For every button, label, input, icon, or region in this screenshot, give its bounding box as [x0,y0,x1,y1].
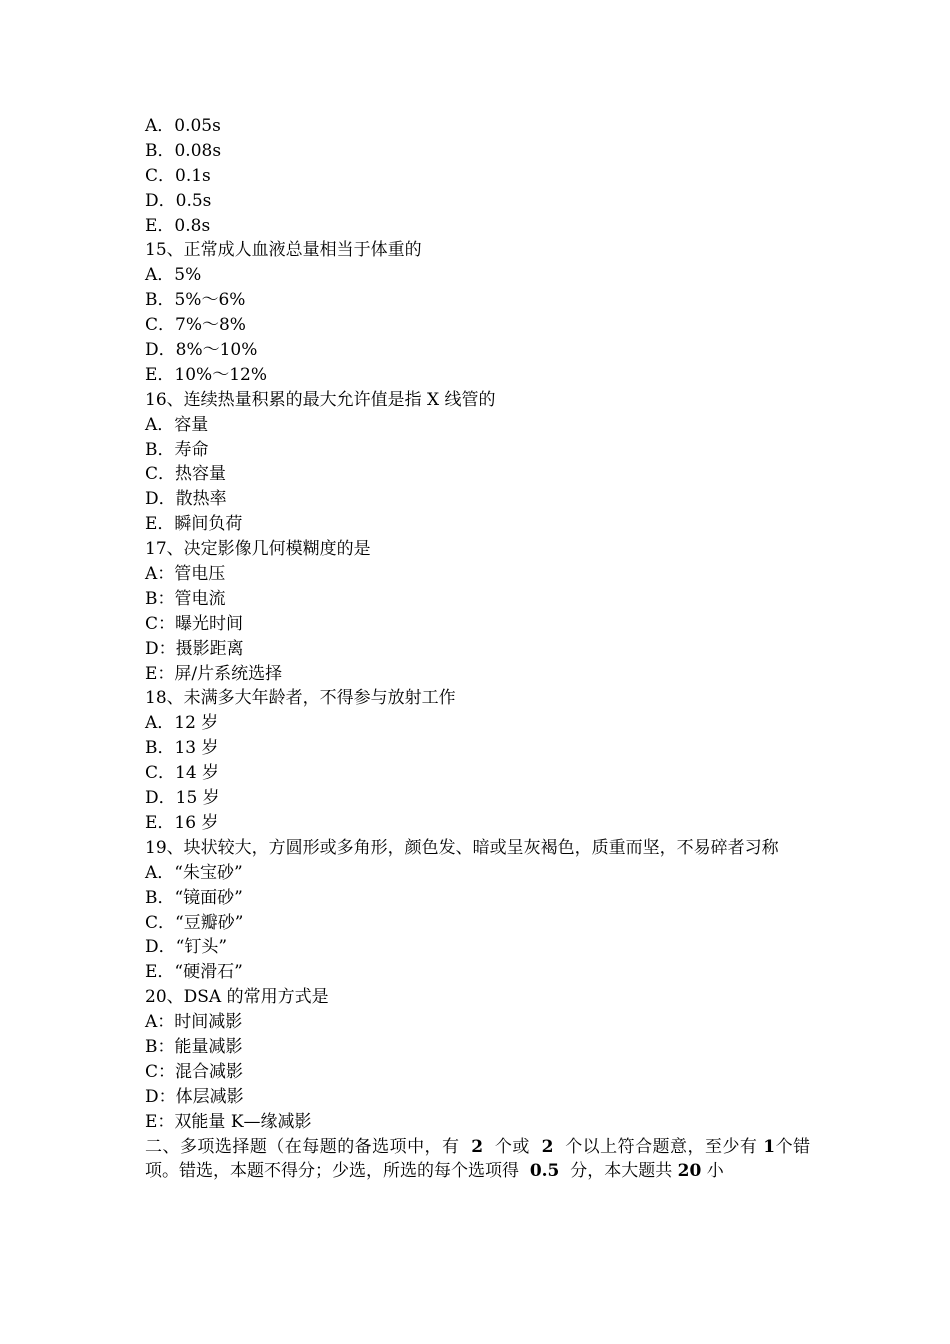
option-d: D．散热率 [145,489,227,510]
question-17-block [145,537,810,686]
option-b: B．寿命 [145,439,209,460]
option-e: E：屏/片系统选择 [145,663,283,684]
option-d: D．0.5s [145,190,212,211]
option-a: A：时间减影 [145,1012,243,1033]
option-a: A．容量 [145,414,209,435]
option-e: E．瞬间负荷 [145,514,243,535]
question-15-block [145,238,810,387]
section-2-number: 2 [471,1136,484,1157]
section-2-text-2: 个或 [494,1136,530,1157]
question-20-block [145,985,810,1134]
option-c: C：曝光时间 [145,613,244,634]
section-2-number: 20 [677,1161,702,1182]
section-2-text-5: 分，本大题共 [570,1161,673,1182]
option-d: D．15 岁 [145,788,220,809]
option-d: D：体层减影 [145,1086,244,1107]
option-e: E．0.8s [145,215,211,236]
section-2-text-6: 小 [706,1161,724,1182]
option-b: B：能量减影 [145,1036,243,1057]
option-d: D：摄影距离 [145,638,244,659]
option-a: A．0.05s [145,116,221,136]
section-2-text-1: 二、多项选择题（在每题的备选项中，有 [145,1136,460,1157]
question-stem: 16、连续热量积累的最大允许值是指 X 线管的 [145,389,496,410]
option-b: B．13 岁 [145,738,219,759]
option-a: A．“朱宝砂” [145,862,243,883]
section-2-number: 2 [541,1136,554,1157]
section-2-number: 1 [763,1136,776,1157]
option-b: B．0.08s [145,140,222,161]
question-stem: 19、块状较大，方圆形或多角形，颜色发、暗或呈灰褐色，质重而坚，不易碎者习称 [145,837,779,858]
option-d: D．“钉头” [145,937,228,958]
option-c: C．“豆瓣砂” [145,912,244,933]
option-e: E：双能量 K—缘减影 [145,1111,312,1132]
question-stem: 17、决定影像几何模糊度的是 [145,539,371,560]
question-stem: 18、未满多大年龄者，不得参与放射工作 [145,688,456,709]
option-c: C：混合减影 [145,1061,244,1082]
section-2-number: 0.5 [529,1161,560,1182]
section-2-text-4: 个错项。错选，本题不得分；少选，所选的每个选项得 [145,1136,811,1182]
option-a: A．5% [145,265,202,286]
option-b: B：管电流 [145,588,226,609]
option-c: C．0.1s [145,165,211,186]
option-b: B．“镜面砂” [145,887,243,908]
option-c: C．14 岁 [145,763,220,784]
question-14-block [145,114,810,238]
option-a: A．12 岁 [145,713,219,734]
option-c: C．7%～8% [145,315,246,336]
question-stem: 15、正常成人血液总量相当于体重的 [145,240,422,261]
question-18-block [145,686,810,835]
option-d: D．8%～10% [145,340,258,361]
option-c: C．热容量 [145,464,227,485]
option-e: E．10%～12% [145,364,267,385]
section-2-instructions [145,1135,810,1185]
section-2-text-3: 个以上符合题意，至少有 [565,1136,758,1157]
option-b: B．5%～6% [145,290,246,311]
option-e: E．16 岁 [145,812,219,833]
question-16-block [145,388,810,537]
question-19-block [145,836,810,985]
option-a: A：管电压 [145,564,226,585]
question-stem: 20、DSA 的常用方式是 [145,987,329,1008]
option-e: E．“硬滑石” [145,962,243,983]
document-page [145,114,810,1184]
